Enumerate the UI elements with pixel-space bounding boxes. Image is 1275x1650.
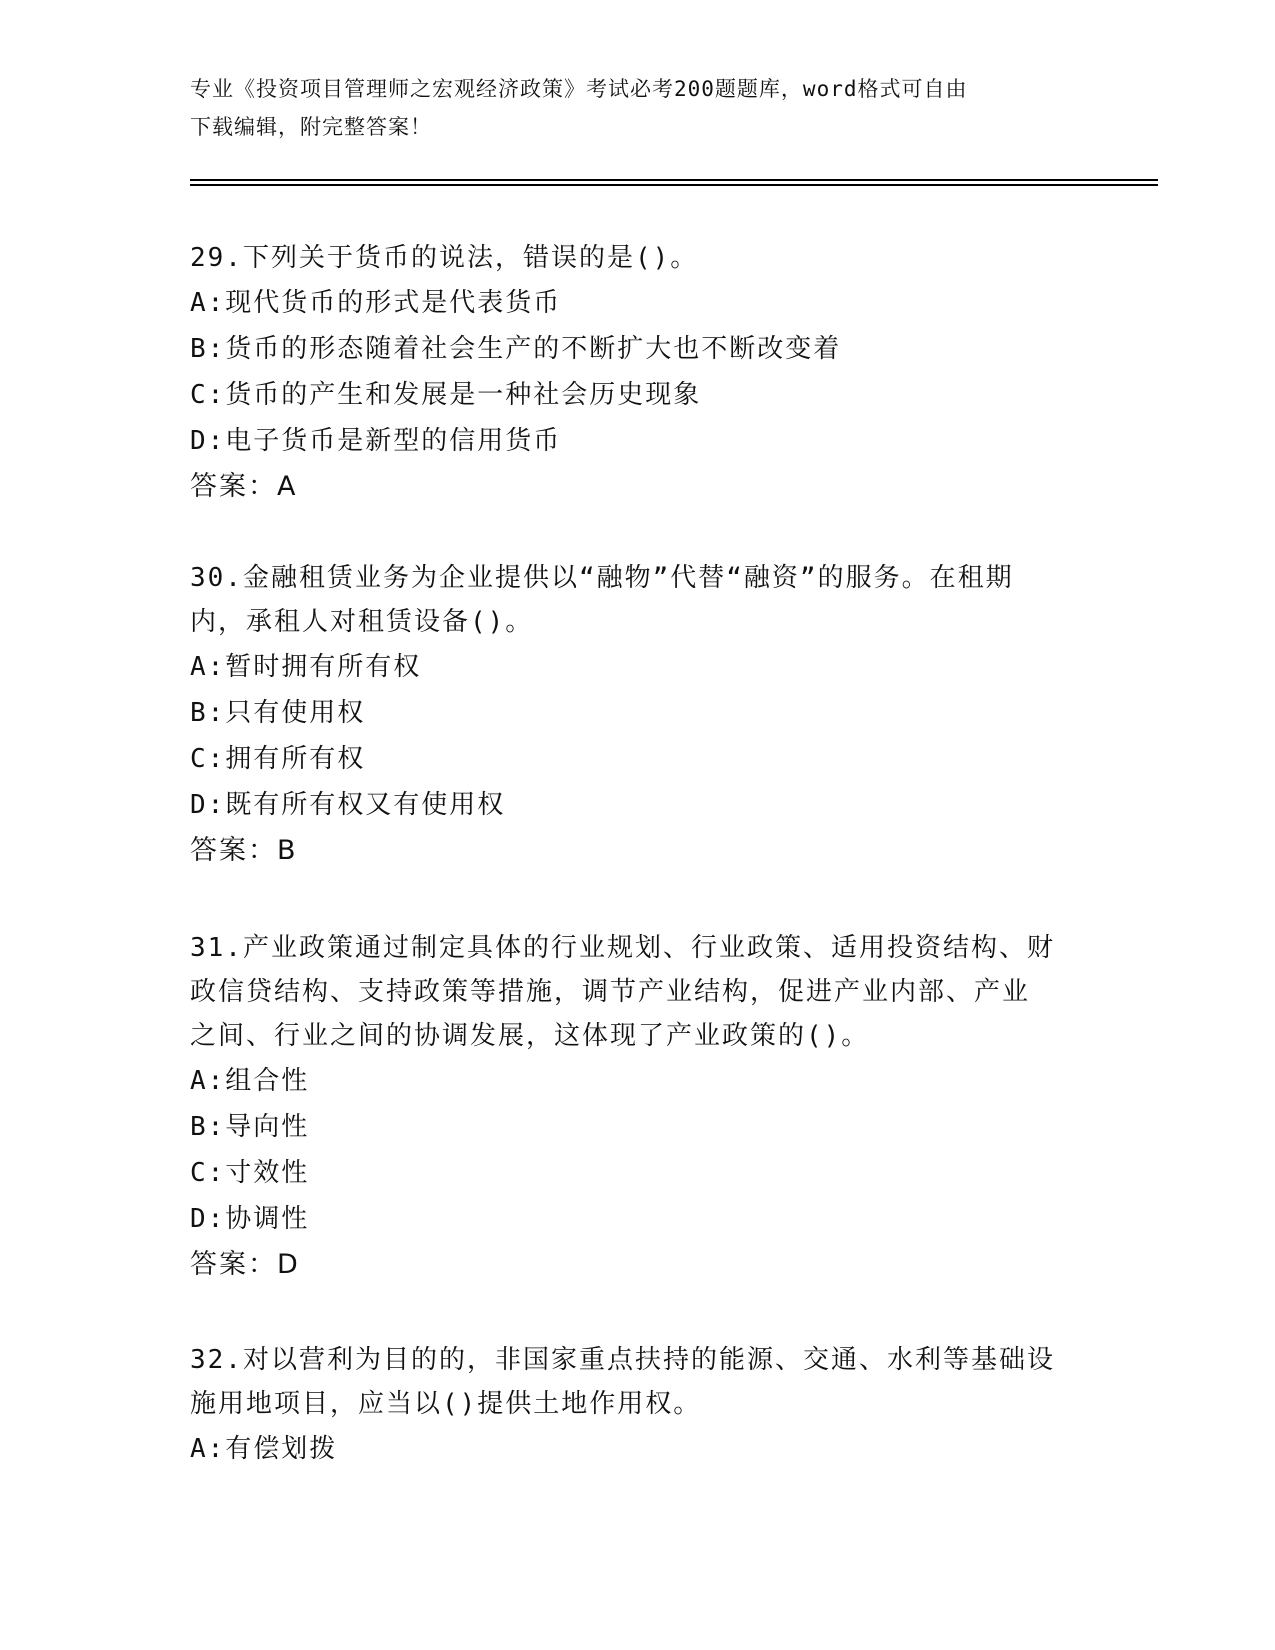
option-a: A:组合性 [190, 1066, 310, 1096]
question-stem-line-3: 之间、行业之间的协调发展，这体现了产业政策的()。 [190, 1021, 870, 1051]
option-a: A:现代货币的形式是代表货币 [190, 288, 562, 318]
question-stem-line-1: 31.产业政策通过制定具体的行业规划、行业政策、适用投资结构、财 [190, 933, 1055, 963]
option-b: B:导向性 [190, 1112, 310, 1142]
option-d: D:电子货币是新型的信用货币 [190, 426, 562, 456]
option-b: B:只有使用权 [190, 698, 366, 728]
question-32 [190, 1338, 1090, 1472]
question-29 [190, 236, 1090, 510]
answer: 答案：A [190, 471, 298, 502]
option-a: A:有偿划拨 [190, 1434, 338, 1464]
answer: 答案：D [190, 1249, 300, 1280]
question-stem-line-2: 政信贷结构、支持政策等措施，调节产业结构，促进产业内部、产业 [190, 977, 1031, 1007]
option-a: A:暂时拥有所有权 [190, 652, 422, 682]
header-line-2: 下载编辑，附完整答案！ [190, 115, 432, 139]
question-stem-line-2: 施用地项目，应当以()提供土地作用权。 [190, 1389, 702, 1419]
option-c: C:寸效性 [190, 1158, 310, 1188]
question-stem-line-1: 32.对以营利为目的的，非国家重点扶持的能源、交通、水利等基础设 [190, 1345, 1055, 1375]
header-rule-bottom [190, 184, 1158, 186]
question-31 [190, 926, 1090, 1288]
option-c: C:货币的产生和发展是一种社会历史现象 [190, 380, 702, 410]
option-b: B:货币的形态随着社会生产的不断扩大也不断改变着 [190, 334, 842, 364]
header-rule-top [190, 179, 1158, 181]
question-stem: 29.下列关于货币的说法，错误的是()。 [190, 243, 699, 273]
question-stem-line-2: 内，承租人对租赁设备()。 [190, 607, 534, 637]
question-30 [190, 556, 1090, 874]
option-d: D:协调性 [190, 1204, 310, 1234]
answer: 答案：B [190, 835, 298, 866]
option-d: D:既有所有权又有使用权 [190, 790, 506, 820]
header-line-1: 专业《投资项目管理师之宏观经济政策》考试必考200题题库，word格式可自由 [190, 77, 968, 101]
option-c: C:拥有所有权 [190, 744, 366, 774]
document-header [190, 70, 1090, 146]
question-stem-line-1: 30.金融租赁业务为企业提供以“融物”代替“融资”的服务。在租期 [190, 563, 1014, 593]
